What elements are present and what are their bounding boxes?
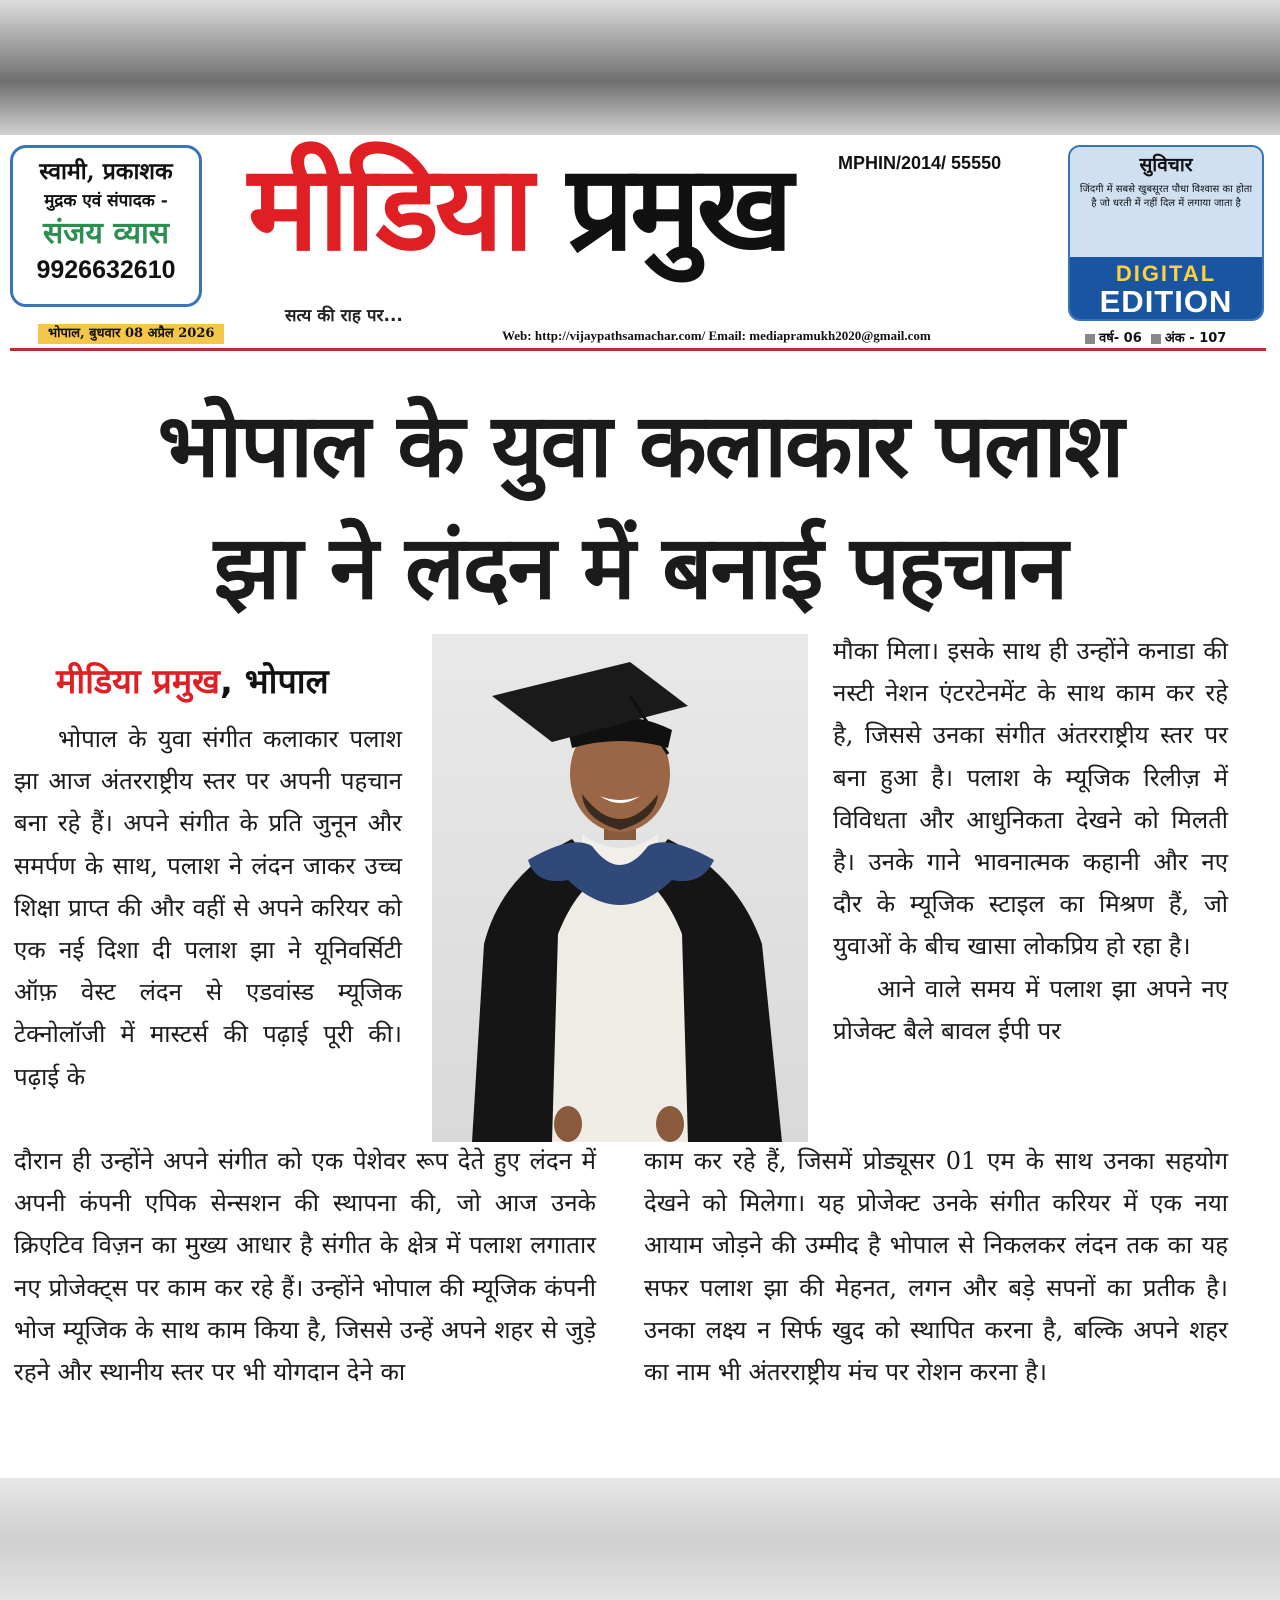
suvichar-quote: जिंदगी में सबसे खुबसूरत पौधा विश्वास का होता है जो धरती में नहीं दिल में लगाया जाता है (1079, 184, 1253, 209)
suvichar-box (1068, 145, 1264, 321)
paragraph-left-bottom: दौरान ही उन्होंने अपने संगीत को एक पेशेवर रूप देते हुए लंदन में अपनी कंपनी एपिक सेन्सशन की स्थापना की, जो आज उनके क्रिएटिव विज़न का मुख्य आधार है संगीत के क्षेत्र में पलाश लगातार नए प्रोजेक्ट्स पर काम कर रहे हैं। उन्होंने भोपाल की म्यूजिक कंपनी भोज म्यूजिक के साथ काम किया है, जिससे उन्हें अपने शहर से जुड़े रहने और स्थानीय स्तर पर भी योगदान देने का (14, 1147, 596, 1387)
square-icon (1151, 334, 1161, 344)
byline-brand: मीडिया प्रमुख (56, 662, 220, 702)
article-column-left-bottom (14, 1140, 596, 1393)
publisher-line2: मुद्रक एवं संपादक - (44, 191, 168, 211)
issue-label: अंक - 107 (1164, 331, 1227, 346)
digital-edition-badge (1070, 257, 1262, 319)
edition-line1: DIGITAL (1115, 261, 1217, 286)
graduate-portrait-image (432, 634, 808, 1142)
newspaper-page (0, 135, 1280, 1478)
byline-place: , भोपाल (220, 662, 329, 702)
editor-phone: 9926632610 (36, 256, 176, 284)
issue-info (1085, 328, 1226, 346)
headline-line1: भोपाल के युवा कलाकार पलाश (157, 394, 1123, 497)
year-label: वर्ष- 06 (1099, 331, 1142, 346)
edition-line2: EDITION (1099, 284, 1233, 319)
article-column-right-top (833, 630, 1228, 1052)
registration-number: MPHIN/2014/ 55550 (838, 153, 1002, 173)
publisher-line1: स्वामी, प्रकाशक (39, 158, 173, 185)
article-column-right-bottom (644, 1140, 1228, 1393)
headline-line2: झा ने लंदन में बनाई पहचान (213, 516, 1067, 619)
title-part1: मीडिया (248, 139, 530, 277)
paragraph-right-bottom: काम कर रहे हैं, जिसमें प्रोड्यूसर 01 एम के साथ उनका सहयोग देखने को मिलेगा। यह प्रोजेक्ट उनके संगीत करियर में एक नया आयाम जोड़ने की उम्मीद है भोपाल से निकलकर लंदन तक का यह सफर पलाश झा की मेहनत, लगन और बड़े सपनों का प्रतीक है। उनका लक्ष्य न सिर्फ खुद को स्थापित करना है, बल्कि अपने शहर का नाम भी अंतरराष्ट्रीय मंच पर रोशन करना है। (644, 1147, 1228, 1387)
paragraph-right-top: मौका मिला। इसके साथ ही उन्होंने कनाडा की नस्टी नेशन एंटरटेनमेंट के साथ काम कर रहे है, जिससे उनका संगीत अंतरराष्ट्रीय स्तर पर बना हुआ है। पलाश के म्यूजिक रिलीज़ में विविधता और आधुनिकता देखने को मिलती है। उनके गाने भावनात्मक कहानी और नए दौर के म्यूजिक स्टाइल का मिश्रण हैं, जो युवाओं के बीच खासा लोकप्रिय हो रहा है। (833, 637, 1228, 961)
tagline: सत्य की राह पर... (285, 306, 403, 326)
byline (56, 657, 329, 703)
title-part2: प्रमुख (566, 139, 790, 277)
article-photo (432, 634, 808, 1142)
article-column-left-top (14, 718, 402, 1098)
info-bar (10, 324, 1266, 351)
blurred-top-background (0, 0, 1280, 135)
paragraph-right-top-2: आने वाले समय में पलाश झा अपने नए प्रोजेक्ट बैले बावल ईपी पर (833, 974, 1228, 1045)
date-badge: भोपाल, बुधवार 08 अप्रैल 2026 (38, 324, 224, 344)
publisher-info-box (10, 145, 202, 307)
newspaper-title (248, 139, 790, 277)
blurred-bottom-background (0, 1478, 1280, 1600)
editor-name: संजय व्यास (42, 216, 170, 251)
paragraph-left-top: भोपाल के युवा संगीत कलाकार पलाश झा आज अंतरराष्ट्रीय स्तर पर अपनी पहचान बना रहे हैं। अपने संगीत के प्रति जुनून और समर्पण के साथ, पलाश ने लंदन जाकर उच्च शिक्षा प्राप्त की और वहीं से अपने करियर को एक नई दिशा दी पलाश झा ने यूनिवर्सिटी ऑफ़ वेस्ट लंदन से एडवांस्ड म्यूजिक टेक्नोलॉजी में मास्टर्स की पढ़ाई पूरी की। पढ़ाई के (14, 725, 402, 1091)
web-email: Web: http://vijaypathsamachar.com/ Email: mediapramukh2020@gmail.com (502, 328, 931, 343)
article-headline (30, 385, 1250, 629)
suvichar-heading: सुविचार (1139, 154, 1193, 176)
square-icon (1085, 334, 1095, 344)
